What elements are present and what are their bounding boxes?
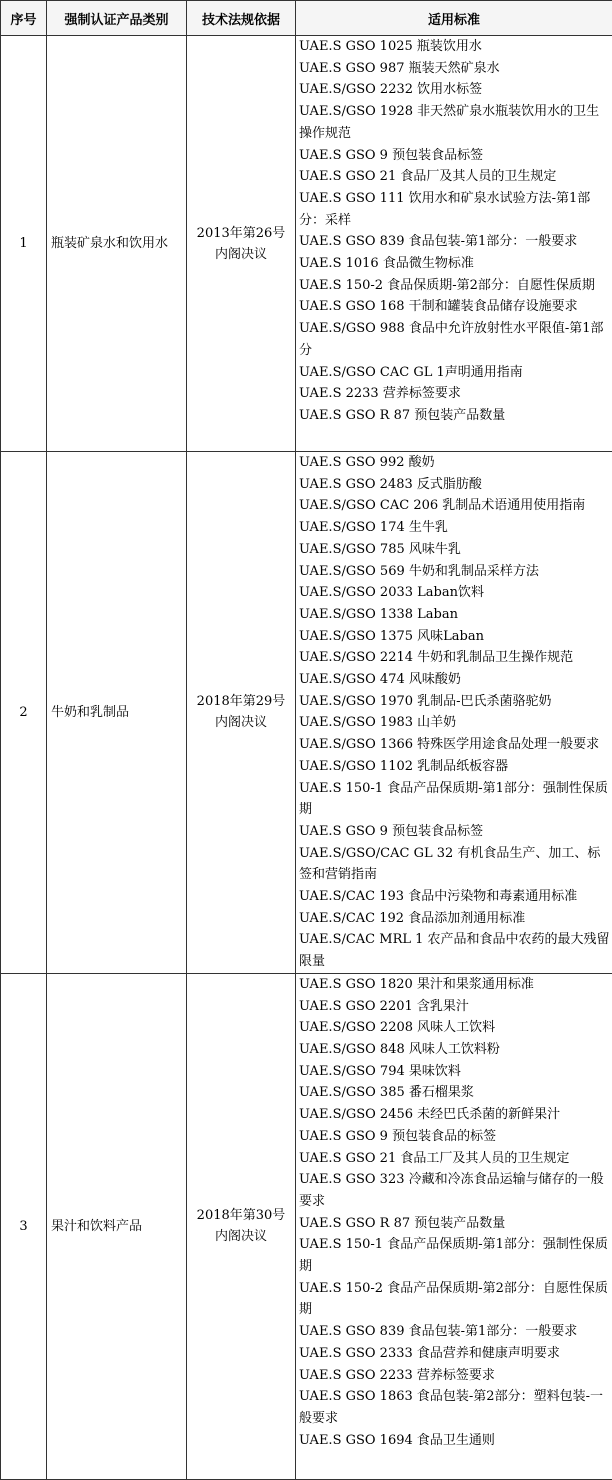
regulation-basis-line2: 内阁决议 [190, 244, 292, 265]
standard-item: UAE.S/GSO 848 风味人工饮料粉 [299, 1039, 610, 1061]
standard-item: UAE.S GSO 839 食品包装-第1部分：一般要求 [299, 1321, 610, 1343]
header-no: 序号 [1, 1, 47, 36]
standard-item: UAE.S 150-1 食品产品保质期-第1部分：强制性保质期 [299, 778, 610, 821]
header-row [1, 1, 612, 36]
standard-item: UAE.S/GSO 2232 饮用水标签 [299, 79, 610, 101]
product-category: 牛奶和乳制品 [47, 452, 187, 974]
standard-item: UAE.S 2233 营养标签要求 [299, 383, 610, 405]
standard-item: UAE.S GSO 1820 果汁和果浆通用标准 [299, 974, 610, 996]
regulation-basis-line1: 2018年第29号 [190, 691, 292, 712]
standard-item: UAE.S/GSO 2214 牛奶和乳制品卫生操作规范 [299, 647, 610, 669]
standard-item: UAE.S/GSO 1970 乳制品-巴氏杀菌骆驼奶 [299, 691, 610, 713]
standard-item: UAE.S/GSO 1366 特殊医学用途食品处理一般要求 [299, 734, 610, 756]
standard-item: UAE.S/GSO 569 牛奶和乳制品采样方法 [299, 561, 610, 583]
standard-item: UAE.S GSO 323 冷藏和冷冻食品运输与储存的一般要求 [299, 1169, 610, 1212]
standard-item: UAE.S 150-2 食品产品保质期-第2部分：自愿性保质期 [299, 1278, 610, 1321]
product-category: 果汁和饮料产品 [47, 973, 187, 1479]
standard-item: UAE.S/GSO 1338 Laban [299, 604, 610, 626]
standard-item: UAE.S GSO 2333 食品营养和健康声明要求 [299, 1343, 610, 1365]
standard-item: UAE.S/GSO 2208 风味人工饮料 [299, 1017, 610, 1039]
standard-item: UAE.S/GSO 1102 乳制品纸板容器 [299, 756, 610, 778]
regulation-basis [187, 973, 296, 1479]
standard-item: UAE.S 1016 食品微生物标准 [299, 253, 610, 275]
standard-item: UAE.S GSO 9 预包装食品的标签 [299, 1126, 610, 1148]
standard-item: UAE.S GSO 1025 瓶装饮用水 [299, 36, 610, 58]
standard-item: UAE.S GSO 987 瓶装天然矿泉水 [299, 58, 610, 80]
standard-item: UAE.S 150-1 食品产品保质期-第1部分：强制性保质期 [299, 1234, 610, 1277]
standard-item: UAE.S GSO 21 食品工厂及其人员的卫生规定 [299, 1148, 610, 1170]
standard-item: UAE.S GSO 9 预包装食品标签 [299, 821, 610, 843]
standard-item: UAE.S GSO 1694 食品卫生通则 [299, 1430, 610, 1452]
standard-item: UAE.S/GSO/CAC GL 32 有机食品生产、加工、标签和营销指南 [299, 843, 610, 886]
regulation-basis-line2: 内阁决议 [190, 712, 292, 733]
standard-item: UAE.S 150-2 食品保质期-第2部分：自愿性保质期 [299, 275, 610, 297]
regulation-basis-line2: 内阁决议 [190, 1226, 292, 1247]
standard-item: UAE.S/GSO 174 生牛乳 [299, 517, 610, 539]
standard-item: UAE.S/GSO 1375 风味Laban [299, 626, 610, 648]
standard-item: UAE.S/GSO 385 番石榴果浆 [299, 1082, 610, 1104]
regulation-basis [187, 452, 296, 974]
product-category: 瓶装矿泉水和饮用水 [47, 36, 187, 452]
table-row [1, 452, 612, 974]
regulation-basis [187, 36, 296, 452]
standard-item: UAE.S/GSO 794 果味饮料 [299, 1061, 610, 1083]
table-row [1, 36, 612, 452]
row-number: 3 [1, 973, 47, 1479]
standard-item: UAE.S GSO R 87 预包装产品数量 [299, 1213, 610, 1235]
standard-item: UAE.S GSO 2201 含乳果汁 [299, 996, 610, 1018]
standard-item: UAE.S/CAC 193 食品中污染物和毒素通用标准 [299, 886, 610, 908]
standard-item: UAE.S/GSO 2033 Laban饮料 [299, 582, 610, 604]
table-row [1, 973, 612, 1479]
applicable-standards [296, 36, 612, 452]
standards-list [299, 452, 610, 973]
standards-list [299, 974, 610, 1451]
standard-item: UAE.S GSO 2233 营养标签要求 [299, 1365, 610, 1387]
standards-list [299, 36, 610, 427]
regulation-basis-line1: 2013年第26号 [190, 223, 292, 244]
standard-item: UAE.S GSO 839 食品包装-第1部分：一般要求 [299, 231, 610, 253]
standard-item: UAE.S/GSO 2456 未经巴氏杀菌的新鲜果汁 [299, 1104, 610, 1126]
standard-item: UAE.S GSO 111 饮用水和矿泉水试验方法-第1部分：采样 [299, 188, 610, 231]
standard-item: UAE.S/CAC MRL 1 农产品和食品中农药的最大残留限量 [299, 929, 610, 972]
row-number: 2 [1, 452, 47, 974]
standard-item: UAE.S GSO R 87 预包装产品数量 [299, 405, 610, 427]
standard-item: UAE.S GSO 168 干制和罐装食品储存设施要求 [299, 296, 610, 318]
standard-item: UAE.S/GSO CAC GL 1声明通用指南 [299, 362, 610, 384]
standard-item: UAE.S/GSO 988 食品中允许放射性水平限值-第1部分 [299, 318, 610, 361]
standard-item: UAE.S GSO 992 酸奶 [299, 452, 610, 474]
standard-item: UAE.S GSO 21 食品厂及其人员的卫生规定 [299, 166, 610, 188]
regulation-basis-line1: 2018年第30号 [190, 1205, 292, 1226]
row-number: 1 [1, 36, 47, 452]
standard-item: UAE.S/GSO 1983 山羊奶 [299, 712, 610, 734]
standard-item: UAE.S/GSO 474 风味酸奶 [299, 669, 610, 691]
standard-item: UAE.S/CAC 192 食品添加剂通用标准 [299, 908, 610, 930]
applicable-standards [296, 973, 612, 1479]
standard-item: UAE.S/GSO 785 风味牛乳 [299, 539, 610, 561]
standard-item: UAE.S/GSO CAC 206 乳制品术语通用使用指南 [299, 495, 610, 517]
standard-item: UAE.S GSO 9 预包装食品标签 [299, 145, 610, 167]
header-standards: 适用标准 [296, 1, 612, 36]
header-basis: 技术法规依据 [187, 1, 296, 36]
standard-item: UAE.S GSO 1863 食品包装-第2部分：塑料包装-一般要求 [299, 1386, 610, 1429]
applicable-standards [296, 452, 612, 974]
header-category: 强制认证产品类别 [47, 1, 187, 36]
standard-item: UAE.S GSO 2483 反式脂肪酸 [299, 474, 610, 496]
standard-item: UAE.S/GSO 1928 非天然矿泉水瓶装饮用水的卫生操作规范 [299, 101, 610, 144]
